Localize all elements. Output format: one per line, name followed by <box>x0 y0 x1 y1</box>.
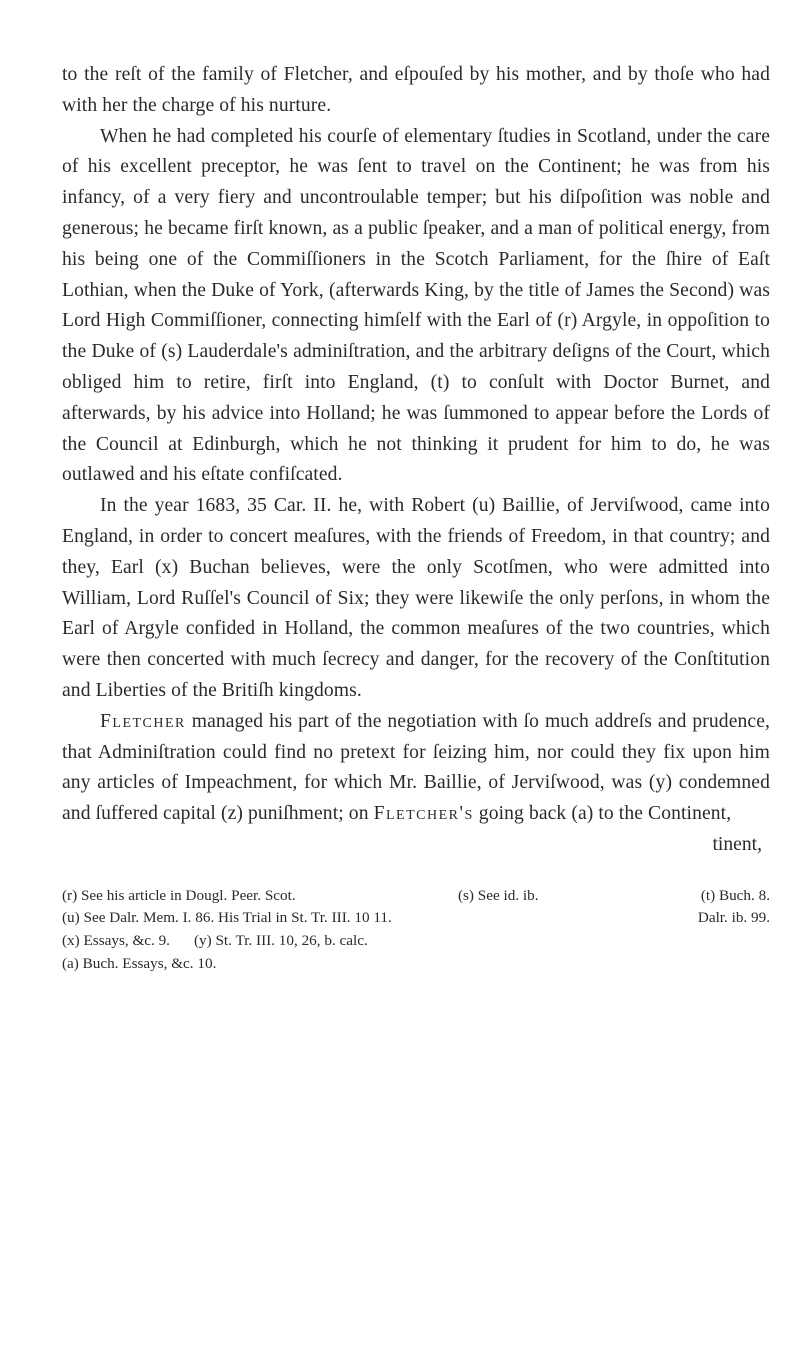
body-text <box>62 60 770 830</box>
paragraph-2: When he had completed his courſe of elementary ſtudies in Scotland, under the care of his excellent preceptor, he was ſent to travel on the Continent; he was from his infancy, of a very fiery and uncontroulable temper; but his diſpoſition was noble and generous; he became firſt known, as a public ſpeaker, and a man of political energy, from his being one of the Commiſſioners in the Scotch Parliament, for the ſhire of Eaſt Lothian, when the Duke of York, (afterwards King, by the title of James the Second) was Lord High Commiſſioner, connecting himſelf with the Earl of (r) Argyle, in oppoſition to the Duke of (s) Lauderdale's adminiſtration, and the arbitrary deſigns of the Court, which obliged him to retire, firſt into England, (t) to conſult with Doctor Burnet, and afterwards, by his advice into Holland; he was ſummoned to appear before the Lords of the Council at Edinburgh, which he not thinking it prudent for him to do, he was outlawed and his eſtate confiſcated. <box>62 125 770 486</box>
footnote-line-1 <box>62 885 770 908</box>
paragraph-3: In the year 1683, 35 Car. II. he, with Robert (u) Baillie, of Jerviſwood, came into England, in order to concert meaſures, with the friends of Freedom, in that country; and they, Earl (x) Buchan believes, were the only Scotſmen, who were admitted into William, Lord Ruſſel's Council of Six; they were likewiſe the only perſons, in whom the Earl of Argyle confided in Holland, the common meaſures of the two countries, which were then concerted with much ſecrecy and danger, for the recovery of the Conſtitution and Liberties of the Britiſh kingdoms. <box>62 495 770 701</box>
footnote-y: (y) St. Tr. III. 10, 26, b. calc. <box>193 931 368 949</box>
footnote-x: (x) Essays, &c. 9. <box>62 931 170 949</box>
footnote-line-2 <box>62 907 770 930</box>
name-fletcher: Fletcher <box>100 710 186 732</box>
footnote-u-cont: Dalr. ib. 99. <box>697 909 770 927</box>
footnotes <box>62 885 770 975</box>
footnote-t: (t) Buch. 8. <box>700 886 770 904</box>
footnote-line-4 <box>62 953 770 976</box>
name-fletchers: Fletcher's <box>373 803 474 825</box>
paragraph-4-part1: managed his part of the negotiation with ſo much addreſs and prudence, that Adminiſtration could find no pretext for ſeizing him, nor could they fix upon him any articles of Impeachment, for which Mr. Baillie, of Jerviſwood, was (y) condemned and ſuffered capital (z) puniſhment; on <box>62 710 770 825</box>
catchword: tinent, <box>712 833 762 855</box>
paragraph-1: to the reſt of the family of Fletcher, and eſpouſed by his mother, and by thoſe who had with her the charge of his nurture. <box>62 64 770 116</box>
paragraph-4-part2: going back (a) to the Continent, <box>473 803 732 825</box>
footnote-s: (s) See id. ib. <box>457 886 539 904</box>
footnote-line-3 <box>62 930 770 953</box>
footnote-u: (u) See Dalr. Mem. I. 86. His Trial in St. Tr. III. 10 11. <box>62 909 392 927</box>
footnote-a: (a) Buch. Essays, &c. 10. <box>62 954 217 972</box>
paragraph-4 <box>62 707 770 830</box>
footnote-r: (r) See his article in Dougl. Peer. Scot. <box>62 886 296 904</box>
